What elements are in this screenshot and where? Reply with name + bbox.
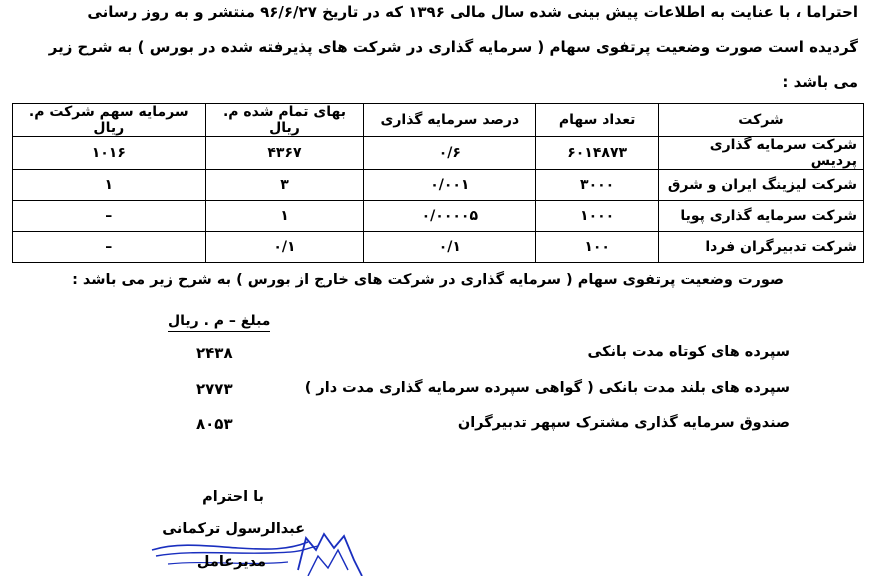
closing-regards: با احترام xyxy=(202,489,264,505)
cell-shares: ۱۰۰۰ xyxy=(536,201,659,232)
list-item-label: سپرده های کوتاه مدت بانکی xyxy=(587,344,790,360)
header-percent: درصد سرمایه گذاری xyxy=(364,104,536,137)
cell-percent: ۰/۱ xyxy=(364,232,536,263)
list-item-label: سپرده های بلند مدت بانکی ( گواهی سپرده سرمایه گذاری مدت دار ) xyxy=(304,380,790,396)
cell-percent: ۰/۰۰۰۰۵ xyxy=(364,201,536,232)
cell-cost: ۳ xyxy=(205,170,364,201)
cell-company: شرکت لیزینگ ایران و شرق xyxy=(658,170,863,201)
cell-capital: – xyxy=(13,232,206,263)
signer-title: مدیرعامل xyxy=(196,554,266,570)
header-cost: بهای تمام شده م. ریال xyxy=(205,104,364,137)
cell-shares: ۱۰۰ xyxy=(536,232,659,263)
cell-percent: ۰/۶ xyxy=(364,137,536,170)
cell-cost: ۰/۱ xyxy=(205,232,364,263)
table-row xyxy=(13,201,864,232)
cell-cost: ۴۳۶۷ xyxy=(205,137,364,170)
unlisted-heading: صورت وضعیت پرتفوی سهام ( سرمایه گذاری در شرکت های خارج از بورس ) به شرح زیر می باشد : xyxy=(72,272,784,288)
list-item-label: صندوق سرمایه گذاری مشترک سپهر تدبیرگران xyxy=(457,415,790,431)
header-company: شرکت xyxy=(658,104,863,137)
paragraph-line: احتراما ، با عنایت به اطلاعات پیش بینی شده سال مالی ۱۳۹۶ که در تاریخ ۹۶/۶/۲۷ منتشر و به روز رسانی xyxy=(87,3,858,21)
cell-company: شرکت سرمایه گذاری پردیس xyxy=(658,137,863,170)
table-row xyxy=(13,232,864,263)
amount-column-header: مبلغ – م . ریال xyxy=(168,313,270,332)
cell-company: شرکت سرمایه گذاری پویا xyxy=(658,201,863,232)
signer-name: عبدالرسول ترکمانی xyxy=(162,521,305,537)
listed-portfolio-table xyxy=(12,103,864,263)
table-header-row xyxy=(13,104,864,137)
paragraph-line: گردیده است صورت وضعیت پرتفوی سهام ( سرمایه گذاری در شرکت های پذیرفته شده در بورس ) به شرح زیر xyxy=(48,38,858,56)
paragraph-line: می باشد : xyxy=(782,73,858,91)
cell-capital: ۱۰۱۶ xyxy=(13,137,206,170)
cell-company: شرکت تدبیرگران فردا xyxy=(658,232,863,263)
header-capital: سرمایه سهم شرکت م. ریال xyxy=(13,104,206,137)
list-item-amount: ۲۴۳۸ xyxy=(196,344,233,362)
cell-capital: – xyxy=(13,201,206,232)
cell-capital: ۱ xyxy=(13,170,206,201)
list-item-amount: ۸۰۵۳ xyxy=(196,415,233,433)
table-row xyxy=(13,137,864,170)
header-shares: تعداد سهام xyxy=(536,104,659,137)
cell-percent: ۰/۰۰۱ xyxy=(364,170,536,201)
cell-shares: ۶۰۱۴۸۷۳ xyxy=(536,137,659,170)
cell-shares: ۳۰۰۰ xyxy=(536,170,659,201)
cell-cost: ۱ xyxy=(205,201,364,232)
list-item-amount: ۲۷۷۳ xyxy=(196,380,233,398)
table-row xyxy=(13,170,864,201)
